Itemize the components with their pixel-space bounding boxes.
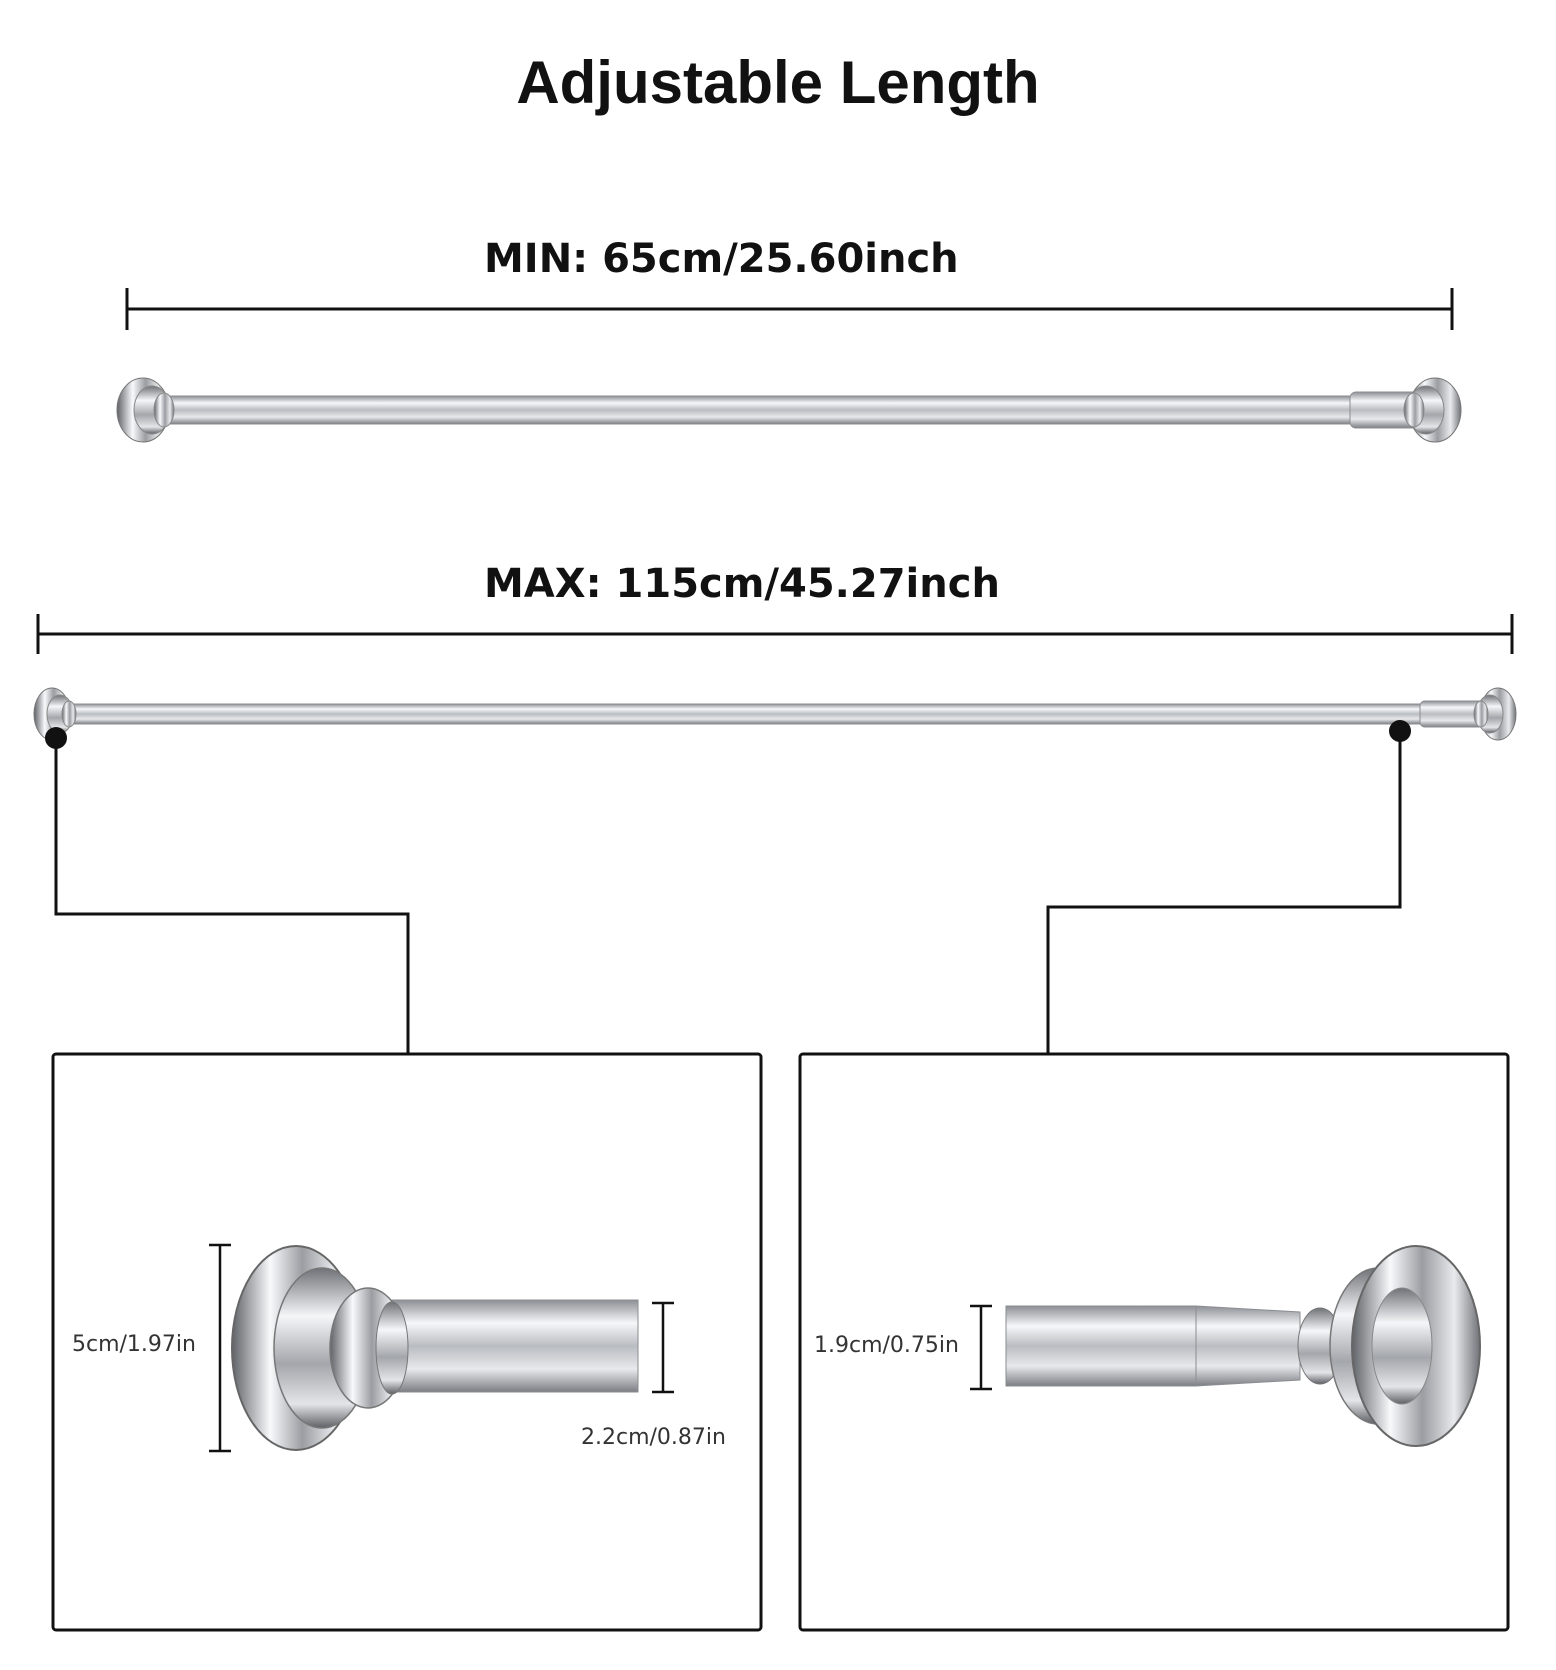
callout-left	[56, 738, 408, 1054]
page-title: Adjustable Length	[516, 49, 1040, 116]
callout-left-dot	[45, 727, 67, 749]
rod-min-left-cap	[117, 378, 174, 442]
tube-diameter-left-label: 2.2cm/0.87in	[581, 1425, 726, 1450]
rod-min-right-cap	[1404, 378, 1461, 442]
max-dimension-line	[38, 614, 1512, 654]
callout-right-dot	[1389, 720, 1411, 742]
flange-diameter-label: 5cm/1.97in	[72, 1332, 196, 1357]
rod-max-right-cap	[1474, 688, 1516, 740]
rod-max	[34, 688, 1516, 740]
min-dimension-line	[127, 288, 1452, 330]
rod-min	[117, 378, 1461, 442]
min-length-label: MIN: 65cm/25.60inch	[484, 236, 959, 282]
tube-diameter-right-label: 1.9cm/0.75in	[814, 1333, 959, 1358]
callout-right	[1048, 731, 1400, 1054]
max-length-label: MAX: 115cm/45.27inch	[484, 561, 1000, 607]
